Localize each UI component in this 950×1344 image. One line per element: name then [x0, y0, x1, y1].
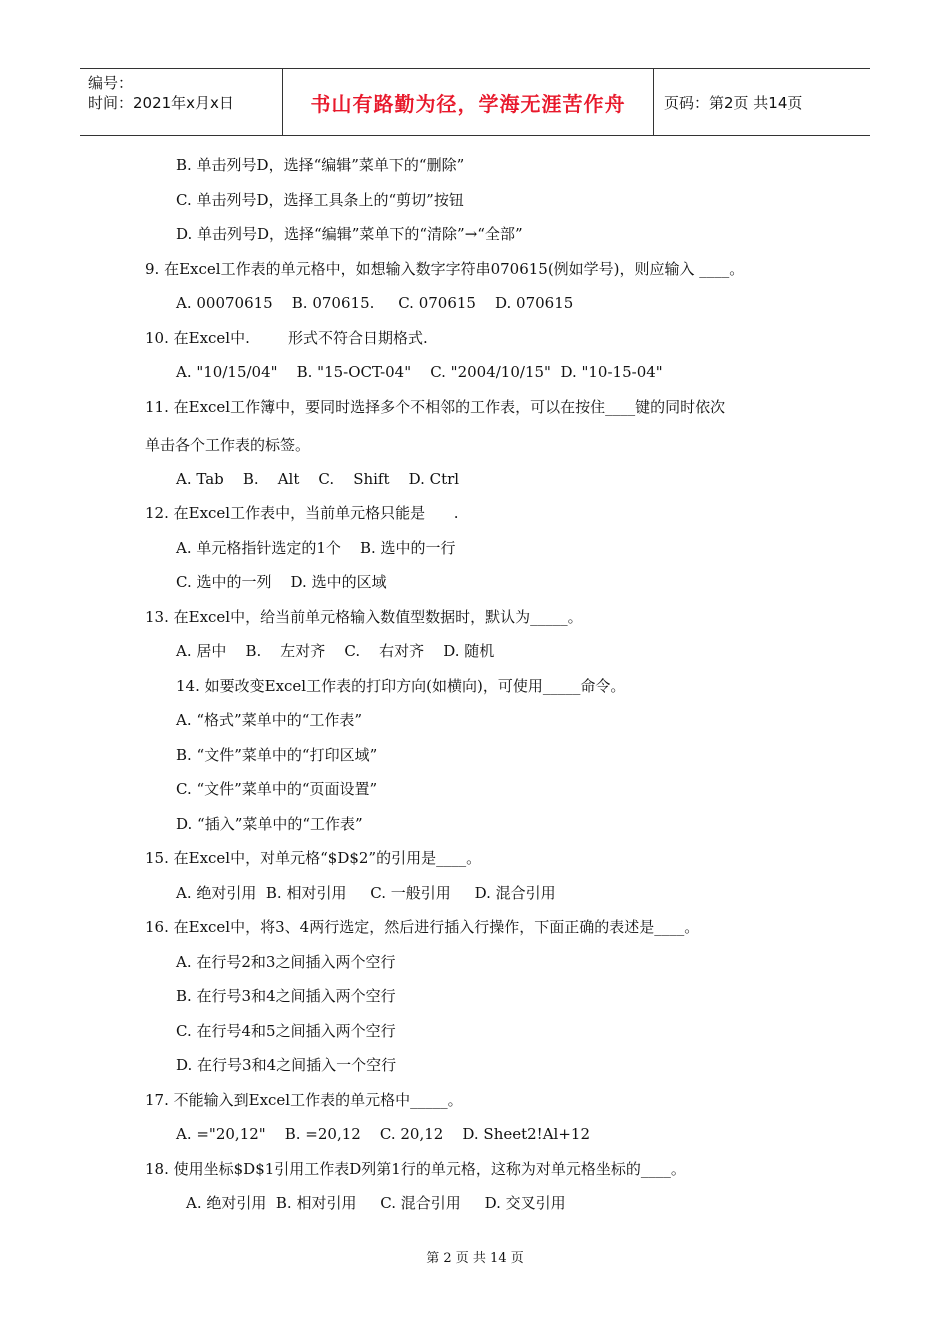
option-line: A. Tab B. Alt C. Shift D. Ctrl	[176, 470, 460, 488]
option-line: C. 选中的一列 D. 选中的区域	[176, 573, 387, 591]
question-line: 12. 在Excel工作表中，当前单元格只能是 .	[145, 504, 459, 522]
page-footer: 第 2 页 共 14 页	[426, 1251, 524, 1266]
option-line: A. 绝对引用 B. 相对引用 C. 一般引用 D. 混合引用	[176, 884, 556, 902]
question-line: 18. 使用坐标$D$1引用工作表D列第1行的单元格，这称为对单元格坐标的____。	[145, 1160, 686, 1178]
document-date: 时间：2021年x月x日	[88, 94, 234, 112]
option-line: C. 在行号4和5之间插入两个空行	[176, 1022, 396, 1040]
option-line: A. ="20,12" B. =20,12 C. 20,12 D. Sheet2!Al+12	[176, 1125, 590, 1143]
option-line: D. “插入”菜单中的“工作表”	[176, 815, 363, 833]
option-line: B. “文件”菜单中的“打印区域”	[176, 746, 378, 764]
question-line: 16. 在Excel中，将3、4两行选定，然后进行插入行操作，下面正确的表述是____。	[145, 918, 700, 936]
option-line: C. “文件”菜单中的“页面设置”	[176, 780, 378, 798]
option-line: D. 单击列号D，选择“编辑”菜单下的“清除”→“全部”	[176, 225, 523, 243]
option-line: B. 在行号3和4之间插入两个空行	[176, 987, 396, 1005]
question-line: 10. 在Excel中. 形式不符合日期格式.	[145, 329, 428, 347]
option-line: A. 绝对引用 B. 相对引用 C. 混合引用 D. 交叉引用	[186, 1194, 566, 1212]
header-page-info: 页码：第2页 共14页	[664, 93, 803, 112]
option-line: D. 在行号3和4之间插入一个空行	[176, 1056, 397, 1074]
option-line: C. 单击列号D，选择工具条上的“剪切”按钮	[176, 191, 464, 209]
question-line: 13. 在Excel中，给当前单元格输入数值型数据时，默认为_____。	[145, 608, 583, 626]
question-line: 9. 在Excel工作表的单元格中，如想输入数字字符串070615(例如学号)，则应输入 ____。	[145, 260, 745, 278]
question-line: 单击各个工作表的标签。	[145, 436, 311, 454]
option-line: A. 在行号2和3之间插入两个空行	[176, 953, 396, 971]
page-header	[80, 68, 870, 136]
question-line: 14. 如要改变Excel工作表的打印方向(如横向)，可使用_____命令。	[176, 677, 626, 695]
option-line: A. 00070615 B. 070615. C. 070615 D. 070615	[176, 294, 574, 312]
option-line: A. 居中 B. 左对齐 C. 右对齐 D. 随机	[176, 642, 495, 660]
option-line: A. “格式”菜单中的“工作表”	[176, 711, 363, 729]
option-line: A. 单元格指针选定的1个 B. 选中的一行	[176, 539, 456, 557]
option-line: B. 单击列号D，选择“编辑”菜单下的“删除”	[176, 156, 465, 174]
option-line: A. "10/15/04" B. "15-OCT-04" C. "2004/10/15" D. "10-15-04"	[176, 363, 663, 381]
header-motto: 书山有路勤为径，学海无涯苦作舟	[282, 69, 654, 135]
question-line: 17. 不能输入到Excel工作表的单元格中_____。	[145, 1091, 463, 1109]
header-left	[80, 69, 282, 135]
question-line: 11. 在Excel工作簿中，要同时选择多个不相邻的工作表，可以在按住____键的同时依次	[145, 398, 726, 416]
document-number-label: 编号：	[88, 74, 134, 92]
question-line: 15. 在Excel中，对单元格“$D$2”的引用是____。	[145, 849, 482, 867]
